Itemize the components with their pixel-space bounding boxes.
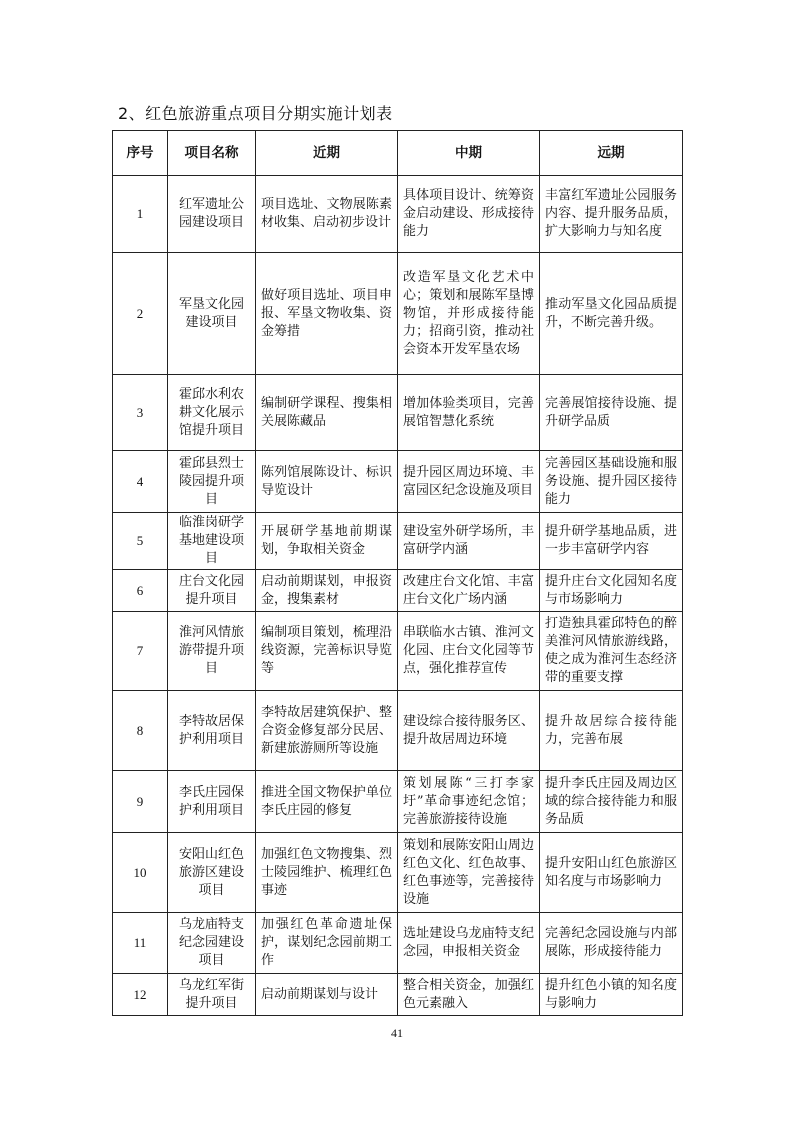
- row-number: 4: [113, 451, 168, 513]
- long-term-plan: 完善展馆接待设施、提升研学品质: [540, 375, 683, 451]
- project-name: 乌龙红军街提升项目: [168, 974, 256, 1016]
- near-term-plan: 编制研学课程、搜集相关展陈藏品: [256, 375, 398, 451]
- table-row: [113, 375, 683, 451]
- mid-term-plan: 整合相关资金，加强红色元素融入: [398, 974, 540, 1016]
- near-term-plan: 加强红色文物搜集、烈士陵园维护、梳理红色事迹: [256, 833, 398, 913]
- project-name: 红军遗址公园建设项目: [168, 176, 256, 253]
- row-number: 3: [113, 375, 168, 451]
- row-number: 8: [113, 691, 168, 771]
- table-row: [113, 691, 683, 771]
- table-row: [113, 833, 683, 913]
- long-term-plan: 提升红色小镇的知名度与影响力: [540, 974, 683, 1016]
- table-row: [113, 451, 683, 513]
- table-row: [113, 612, 683, 691]
- project-name: 李氏庄园保护利用项目: [168, 771, 256, 833]
- long-term-plan: 完善纪念园设施与内部展陈，形成接待能力: [540, 913, 683, 974]
- project-name: 霍邱县烈士陵园提升项目: [168, 451, 256, 513]
- mid-term-plan: 选址建设乌龙庙特支纪念园，申报相关资金: [398, 913, 540, 974]
- header-mid: 中期: [398, 131, 540, 176]
- mid-term-plan: 策划展陈“三打李家圩”革命事迹纪念馆；完善旅游接待设施: [398, 771, 540, 833]
- header-far: 远期: [540, 131, 683, 176]
- project-name: 李特故居保护利用项目: [168, 691, 256, 771]
- row-number: 1: [113, 176, 168, 253]
- row-number: 7: [113, 612, 168, 691]
- table-row: [113, 913, 683, 974]
- project-name: 庄台文化园提升项目: [168, 570, 256, 612]
- table-row: [113, 771, 683, 833]
- project-name: 乌龙庙特支纪念园建设项目: [168, 913, 256, 974]
- near-term-plan: 做好项目选址、项目申报、军垦文物收集、资金筹措: [256, 253, 398, 375]
- header-name: 项目名称: [168, 131, 256, 176]
- long-term-plan: 提升研学基地品质，进一步丰富研学内容: [540, 513, 683, 570]
- mid-term-plan: 具体项目设计、统筹资金启动建设、形成接待能力: [398, 176, 540, 253]
- long-term-plan: 打造独具霍邱特色的醉美淮河风情旅游线路，使之成为淮河生态经济带的重要支撑: [540, 612, 683, 691]
- project-name: 军垦文化园建设项目: [168, 253, 256, 375]
- table-row: [113, 176, 683, 253]
- long-term-plan: 推动军垦文化园品质提升，不断完善升级。: [540, 253, 683, 375]
- long-term-plan: 提升故居综合接待能力，完善布展: [540, 691, 683, 771]
- mid-term-plan: 改造军垦文化艺术中心；策划和展陈军垦博物馆，并形成接待能力；招商引资，推动社会资本开发军垦农场: [398, 253, 540, 375]
- near-term-plan: 项目选址、文物展陈素材收集、启动初步设计: [256, 176, 398, 253]
- near-term-plan: 启动前期谋划，申报资金，搜集素材: [256, 570, 398, 612]
- row-number: 2: [113, 253, 168, 375]
- long-term-plan: 提升安阳山红色旅游区知名度与市场影响力: [540, 833, 683, 913]
- mid-term-plan: 串联临水古镇、淮河文化园、庄台文化园等节点，强化推荐宣传: [398, 612, 540, 691]
- row-number: 12: [113, 974, 168, 1016]
- row-number: 11: [113, 913, 168, 974]
- project-name: 霍邱水利农耕文化展示馆提升项目: [168, 375, 256, 451]
- long-term-plan: 丰富红军遗址公园服务内容、提升服务品质，扩大影响力与知名度: [540, 176, 683, 253]
- near-term-plan: 李特故居建筑保护、整合资金修复部分民居、新建旅游厕所等设施: [256, 691, 398, 771]
- table-row: [113, 570, 683, 612]
- plan-table: [112, 130, 683, 1016]
- mid-term-plan: 策划和展陈安阳山周边红色文化、红色故事、红色事迹等，完善接待设施: [398, 833, 540, 913]
- mid-term-plan: 建设室外研学场所，丰富研学内涵: [398, 513, 540, 570]
- mid-term-plan: 增加体验类项目，完善展馆智慧化系统: [398, 375, 540, 451]
- row-number: 9: [113, 771, 168, 833]
- project-name: 临淮岗研学基地建设项目: [168, 513, 256, 570]
- near-term-plan: 陈列馆展陈设计、标识导览设计: [256, 451, 398, 513]
- near-term-plan: 开展研学基地前期谋划，争取相关资金: [256, 513, 398, 570]
- row-number: 5: [113, 513, 168, 570]
- header-near: 近期: [256, 131, 398, 176]
- near-term-plan: 启动前期谋划与设计: [256, 974, 398, 1016]
- long-term-plan: 完善园区基础设施和服务设施、提升园区接待能力: [540, 451, 683, 513]
- project-name: 淮河风情旅游带提升项目: [168, 612, 256, 691]
- mid-term-plan: 提升园区周边环境、丰富园区纪念设施及项目: [398, 451, 540, 513]
- mid-term-plan: 改建庄台文化馆、丰富庄台文化广场内涵: [398, 570, 540, 612]
- near-term-plan: 编制项目策划，梳理沿线资源，完善标识导览等: [256, 612, 398, 691]
- page-number: 41: [391, 1026, 403, 1040]
- project-name: 安阳山红色旅游区建设项目: [168, 833, 256, 913]
- table-header-row: [113, 131, 683, 176]
- row-number: 6: [113, 570, 168, 612]
- table-row: [113, 253, 683, 375]
- mid-term-plan: 建设综合接待服务区、提升故居周边环境: [398, 691, 540, 771]
- long-term-plan: 提升李氏庄园及周边区域的综合接待能力和服务品质: [540, 771, 683, 833]
- table-row: [113, 974, 683, 1016]
- near-term-plan: 推进全国文物保护单位李氏庄园的修复: [256, 771, 398, 833]
- header-no: 序号: [113, 131, 168, 176]
- row-number: 10: [113, 833, 168, 913]
- long-term-plan: 提升庄台文化园知名度与市场影响力: [540, 570, 683, 612]
- table-row: [113, 513, 683, 570]
- page-title: 2、红色旅游重点项目分期实施计划表: [118, 104, 393, 123]
- near-term-plan: 加强红色革命遗址保护，谋划纪念园前期工作: [256, 913, 398, 974]
